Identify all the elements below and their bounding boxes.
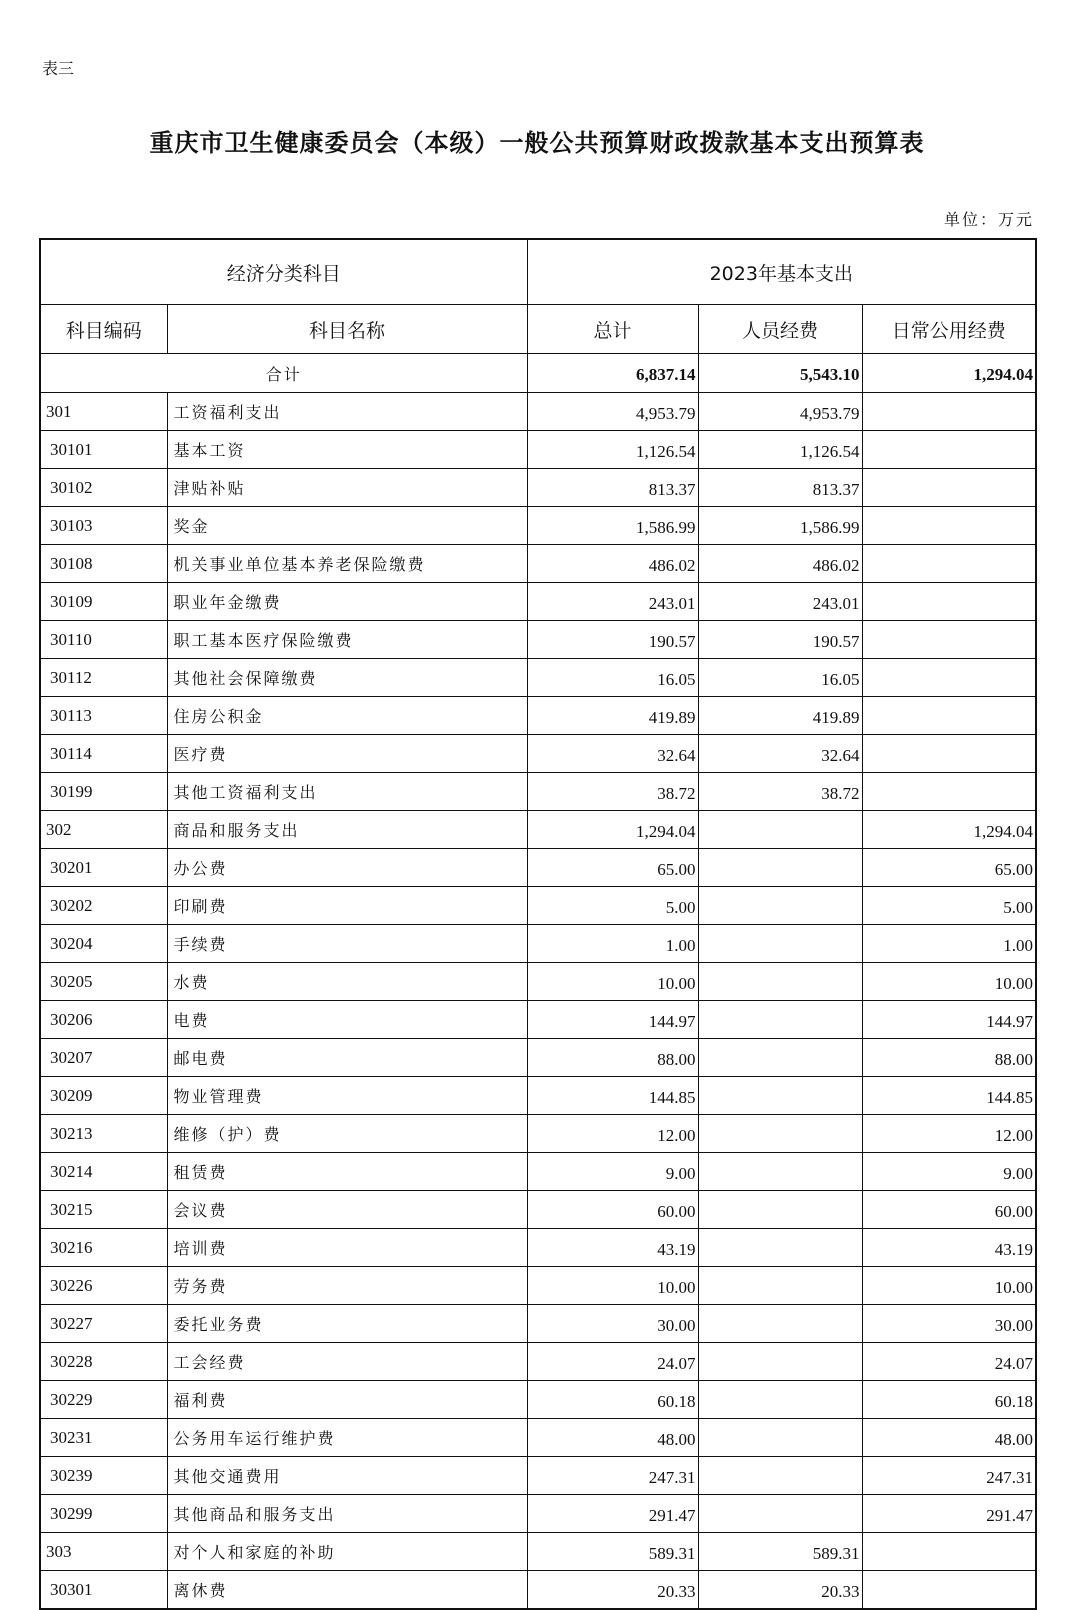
row-personnel: 813.37	[698, 469, 862, 507]
row-personnel	[698, 849, 862, 887]
row-public: 24.07	[862, 1343, 1036, 1381]
table-row	[40, 1571, 1036, 1610]
column-header-total: 总计	[527, 305, 698, 354]
row-public: 1.00	[862, 925, 1036, 963]
row-personnel	[698, 1229, 862, 1267]
row-personnel	[698, 1305, 862, 1343]
table-row	[40, 849, 1036, 887]
row-name: 维修（护）费	[167, 1115, 527, 1153]
row-personnel	[698, 1001, 862, 1039]
row-public	[862, 621, 1036, 659]
row-personnel	[698, 1077, 862, 1115]
row-code: 30239	[40, 1457, 167, 1495]
column-header-name: 科目名称	[167, 305, 527, 354]
row-personnel: 190.57	[698, 621, 862, 659]
row-code: 30202	[40, 887, 167, 925]
row-code: 30205	[40, 963, 167, 1001]
row-personnel: 16.05	[698, 659, 862, 697]
row-public: 43.19	[862, 1229, 1036, 1267]
page-title: 重庆市卫生健康委员会（本级）一般公共预算财政拨款基本支出预算表	[149, 128, 925, 157]
row-total: 60.00	[527, 1191, 698, 1229]
row-personnel	[698, 925, 862, 963]
row-public: 12.00	[862, 1115, 1036, 1153]
row-total: 48.00	[527, 1419, 698, 1457]
table-row	[40, 1267, 1036, 1305]
row-total: 589.31	[527, 1533, 698, 1571]
row-name: 对个人和家庭的补助	[167, 1533, 527, 1571]
row-total: 243.01	[527, 583, 698, 621]
row-name: 奖金	[167, 507, 527, 545]
row-name: 邮电费	[167, 1039, 527, 1077]
row-total: 1,126.54	[527, 431, 698, 469]
row-total: 10.00	[527, 963, 698, 1001]
row-name: 手续费	[167, 925, 527, 963]
row-code: 30112	[40, 659, 167, 697]
table-row	[40, 1533, 1036, 1571]
row-total: 9.00	[527, 1153, 698, 1191]
row-total: 60.18	[527, 1381, 698, 1419]
row-total: 16.05	[527, 659, 698, 697]
row-public	[862, 735, 1036, 773]
row-total: 813.37	[527, 469, 698, 507]
table-row	[40, 735, 1036, 773]
row-personnel	[698, 1381, 862, 1419]
row-public	[862, 469, 1036, 507]
row-total: 65.00	[527, 849, 698, 887]
row-code: 30204	[40, 925, 167, 963]
row-public	[862, 697, 1036, 735]
row-code: 30229	[40, 1381, 167, 1419]
row-public: 60.00	[862, 1191, 1036, 1229]
table-row	[40, 1381, 1036, 1419]
row-total: 88.00	[527, 1039, 698, 1077]
row-code: 302	[40, 811, 167, 849]
row-total: 24.07	[527, 1343, 698, 1381]
group-header-economic-classification: 经济分类科目	[40, 239, 527, 305]
row-code: 303	[40, 1533, 167, 1571]
row-code: 301	[40, 393, 167, 431]
row-code: 30216	[40, 1229, 167, 1267]
table-row	[40, 925, 1036, 963]
row-public: 10.00	[862, 1267, 1036, 1305]
row-personnel	[698, 887, 862, 925]
row-public: 88.00	[862, 1039, 1036, 1077]
group-header-basic-expenditure: 2023年基本支出	[527, 239, 1036, 305]
row-total: 291.47	[527, 1495, 698, 1533]
row-code: 30108	[40, 545, 167, 583]
row-personnel: 243.01	[698, 583, 862, 621]
row-total: 12.00	[527, 1115, 698, 1153]
row-personnel	[698, 1495, 862, 1533]
row-total: 144.85	[527, 1077, 698, 1115]
row-public	[862, 583, 1036, 621]
row-public	[862, 1533, 1036, 1571]
row-name: 委托业务费	[167, 1305, 527, 1343]
row-code: 30226	[40, 1267, 167, 1305]
row-code: 30214	[40, 1153, 167, 1191]
row-total: 10.00	[527, 1267, 698, 1305]
row-personnel	[698, 1267, 862, 1305]
row-personnel	[698, 1191, 862, 1229]
row-public: 30.00	[862, 1305, 1036, 1343]
row-personnel	[698, 1343, 862, 1381]
row-name: 津贴补贴	[167, 469, 527, 507]
row-public	[862, 1571, 1036, 1610]
row-code: 30109	[40, 583, 167, 621]
budget-table	[39, 238, 1037, 1610]
row-personnel: 4,953.79	[698, 393, 862, 431]
row-public	[862, 431, 1036, 469]
row-public: 48.00	[862, 1419, 1036, 1457]
row-total: 20.33	[527, 1571, 698, 1610]
row-name: 其他交通费用	[167, 1457, 527, 1495]
row-public: 9.00	[862, 1153, 1036, 1191]
row-total: 419.89	[527, 697, 698, 735]
row-name: 商品和服务支出	[167, 811, 527, 849]
row-personnel	[698, 1039, 862, 1077]
row-public: 291.47	[862, 1495, 1036, 1533]
row-public	[862, 773, 1036, 811]
row-public: 60.18	[862, 1381, 1036, 1419]
row-total: 1,586.99	[527, 507, 698, 545]
row-total: 4,953.79	[527, 393, 698, 431]
row-name: 工会经费	[167, 1343, 527, 1381]
table-row	[40, 621, 1036, 659]
table-row	[40, 1457, 1036, 1495]
row-name: 公务用车运行维护费	[167, 1419, 527, 1457]
row-personnel: 1,126.54	[698, 431, 862, 469]
row-public: 65.00	[862, 849, 1036, 887]
row-code: 30301	[40, 1571, 167, 1610]
row-code: 30199	[40, 773, 167, 811]
row-total: 190.57	[527, 621, 698, 659]
row-personnel: 589.31	[698, 1533, 862, 1571]
row-personnel: 32.64	[698, 735, 862, 773]
table-row	[40, 1039, 1036, 1077]
row-personnel: 1,586.99	[698, 507, 862, 545]
table-row	[40, 1077, 1036, 1115]
table-row	[40, 1419, 1036, 1457]
row-name: 住房公积金	[167, 697, 527, 735]
row-public: 5.00	[862, 887, 1036, 925]
row-code: 30207	[40, 1039, 167, 1077]
row-public	[862, 507, 1036, 545]
row-code: 30213	[40, 1115, 167, 1153]
row-personnel: 38.72	[698, 773, 862, 811]
row-public	[862, 545, 1036, 583]
row-personnel	[698, 1419, 862, 1457]
table-row	[40, 659, 1036, 697]
total-personnel: 5,543.10	[698, 354, 862, 393]
column-header-row	[40, 305, 1036, 354]
table-row	[40, 1001, 1036, 1039]
row-code: 30201	[40, 849, 167, 887]
row-code: 30110	[40, 621, 167, 659]
row-name: 职工基本医疗保险缴费	[167, 621, 527, 659]
unit-label: 单位：万元	[943, 210, 1034, 229]
group-header-row	[40, 239, 1036, 305]
row-total: 38.72	[527, 773, 698, 811]
column-header-public: 日常公用经费	[862, 305, 1036, 354]
row-name: 电费	[167, 1001, 527, 1039]
table-row	[40, 1305, 1036, 1343]
table-row	[40, 1153, 1036, 1191]
row-name: 租赁费	[167, 1153, 527, 1191]
table-number-label: 表三	[42, 59, 75, 78]
table-row	[40, 545, 1036, 583]
row-name: 工资福利支出	[167, 393, 527, 431]
row-name: 办公费	[167, 849, 527, 887]
row-name: 其他工资福利支出	[167, 773, 527, 811]
table-row	[40, 1495, 1036, 1533]
table-row	[40, 1229, 1036, 1267]
row-name: 其他商品和服务支出	[167, 1495, 527, 1533]
row-total: 1,294.04	[527, 811, 698, 849]
table-row	[40, 1343, 1036, 1381]
total-label: 合计	[40, 354, 527, 393]
row-public: 144.97	[862, 1001, 1036, 1039]
row-public: 1,294.04	[862, 811, 1036, 849]
row-personnel: 20.33	[698, 1571, 862, 1610]
row-public: 247.31	[862, 1457, 1036, 1495]
row-name: 基本工资	[167, 431, 527, 469]
column-header-code: 科目编码	[40, 305, 167, 354]
row-public: 144.85	[862, 1077, 1036, 1115]
column-header-personnel: 人员经费	[698, 305, 862, 354]
row-total: 30.00	[527, 1305, 698, 1343]
row-total: 5.00	[527, 887, 698, 925]
row-public: 10.00	[862, 963, 1036, 1001]
row-code: 30113	[40, 697, 167, 735]
row-code: 30227	[40, 1305, 167, 1343]
row-code: 30228	[40, 1343, 167, 1381]
table-row	[40, 1191, 1036, 1229]
row-personnel	[698, 1153, 862, 1191]
total-row	[40, 354, 1036, 393]
row-name: 其他社会保障缴费	[167, 659, 527, 697]
table-row	[40, 469, 1036, 507]
table-row	[40, 963, 1036, 1001]
row-public	[862, 393, 1036, 431]
table-row	[40, 583, 1036, 621]
table-row	[40, 697, 1036, 735]
row-name: 会议费	[167, 1191, 527, 1229]
row-code: 30206	[40, 1001, 167, 1039]
row-personnel: 419.89	[698, 697, 862, 735]
row-name: 劳务费	[167, 1267, 527, 1305]
table-row	[40, 431, 1036, 469]
row-name: 职业年金缴费	[167, 583, 527, 621]
total-sum: 6,837.14	[527, 354, 698, 393]
table-row	[40, 811, 1036, 849]
row-name: 机关事业单位基本养老保险缴费	[167, 545, 527, 583]
row-total: 1.00	[527, 925, 698, 963]
table-row	[40, 507, 1036, 545]
row-total: 43.19	[527, 1229, 698, 1267]
table-row	[40, 887, 1036, 925]
row-name: 水费	[167, 963, 527, 1001]
table-row	[40, 1115, 1036, 1153]
row-code: 30299	[40, 1495, 167, 1533]
row-total: 247.31	[527, 1457, 698, 1495]
row-code: 30102	[40, 469, 167, 507]
row-name: 医疗费	[167, 735, 527, 773]
row-total: 144.97	[527, 1001, 698, 1039]
table-row	[40, 773, 1036, 811]
table-row	[40, 393, 1036, 431]
row-code: 30114	[40, 735, 167, 773]
row-code: 30215	[40, 1191, 167, 1229]
row-total: 486.02	[527, 545, 698, 583]
total-public: 1,294.04	[862, 354, 1036, 393]
row-name: 离休费	[167, 1571, 527, 1610]
row-code: 30209	[40, 1077, 167, 1115]
row-code: 30231	[40, 1419, 167, 1457]
row-public	[862, 659, 1036, 697]
row-name: 培训费	[167, 1229, 527, 1267]
row-code: 30101	[40, 431, 167, 469]
row-personnel	[698, 811, 862, 849]
row-personnel	[698, 1115, 862, 1153]
row-code: 30103	[40, 507, 167, 545]
row-name: 福利费	[167, 1381, 527, 1419]
row-name: 印刷费	[167, 887, 527, 925]
row-personnel: 486.02	[698, 545, 862, 583]
row-name: 物业管理费	[167, 1077, 527, 1115]
row-total: 32.64	[527, 735, 698, 773]
row-personnel	[698, 1457, 862, 1495]
row-personnel	[698, 963, 862, 1001]
